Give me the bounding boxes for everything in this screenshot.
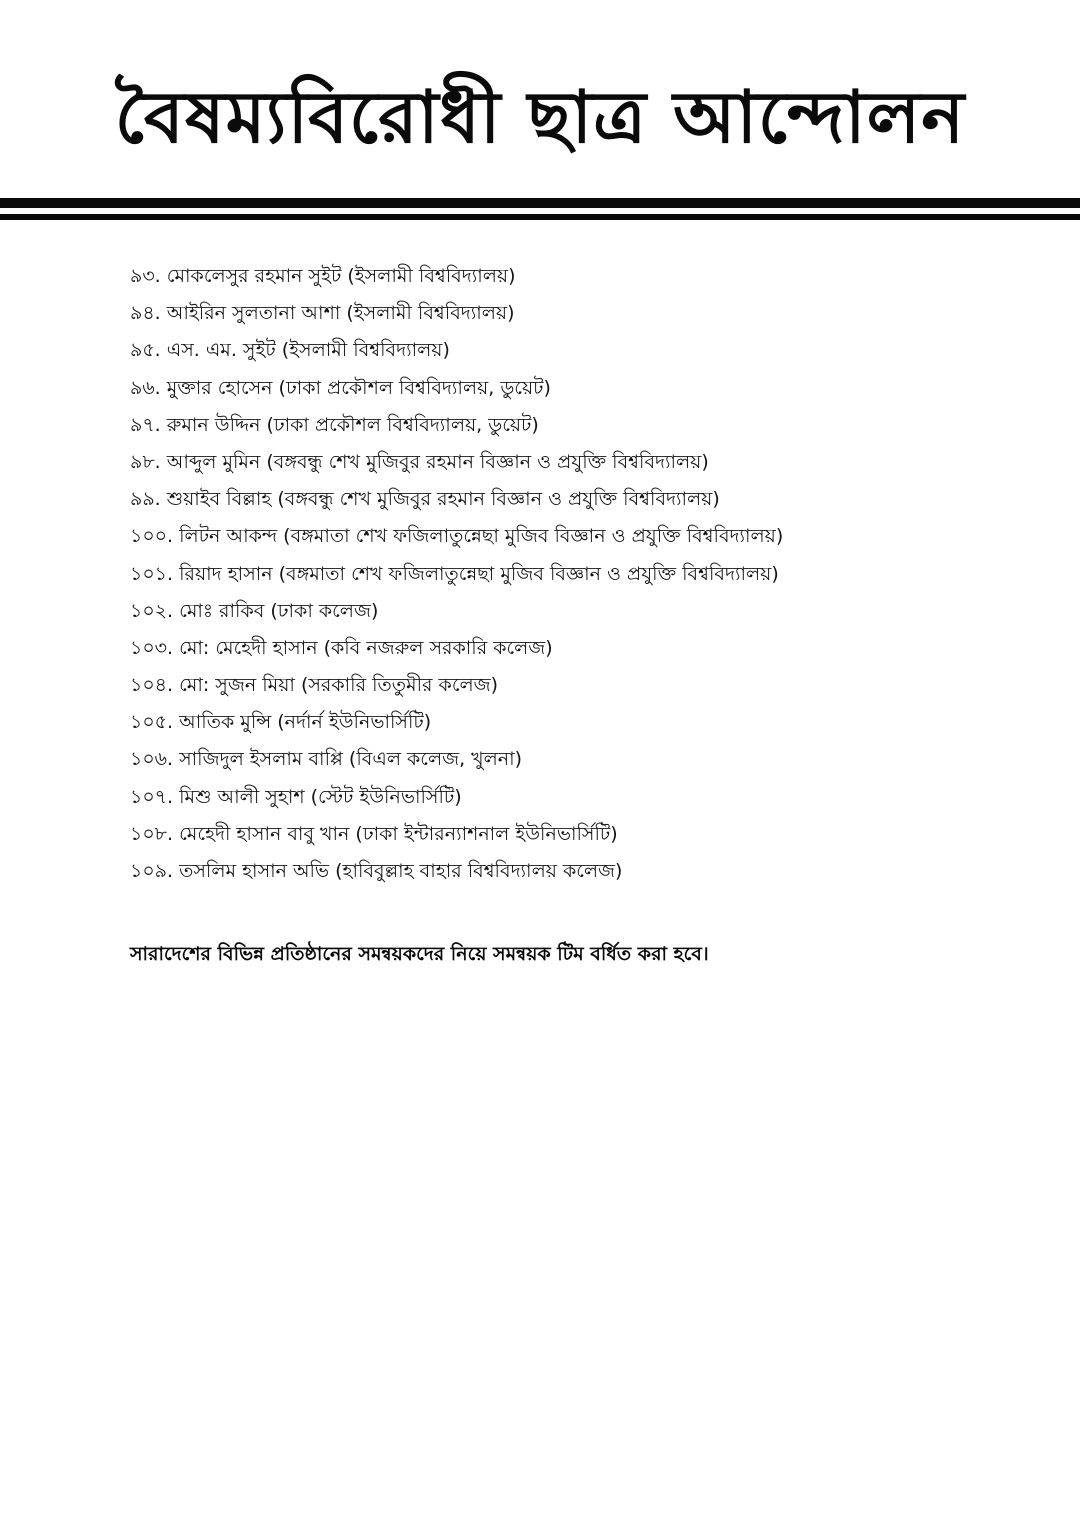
list-item: ৯৭. রুমান উদ্দিন (ঢাকা প্রকৌশল বিশ্ববিদ্যালয়, ডুয়েট) xyxy=(130,413,539,436)
document-title: বৈষম্যবিরোধী ছাত্র আন্দোলন xyxy=(114,75,966,159)
header-divider-thin xyxy=(0,214,1080,220)
list-item: ৯৩. মোকলেসুর রহমান সুইট (ইসলামী বিশ্ববিদ্যালয়) xyxy=(130,265,516,287)
list-item: ১০৫. আতিক মুন্সি (নর্দার্ন ইউনিভার্সিটি) xyxy=(130,711,432,734)
list-item: ১০৭. মিশু আলী সুহাশ (স্টেট ইউনিভার্সিটি) xyxy=(130,785,462,808)
list-item: ৯৬. মুক্তার হোসেন (ঢাকা প্রকৌশল বিশ্ববিদ্যালয়, ডুয়েট) xyxy=(130,376,551,399)
list-item: ৯৪. আইরিন সুলতানা আশা (ইসলামী বিশ্ববিদ্যালয়) xyxy=(130,302,515,325)
header-divider-thick xyxy=(0,198,1080,208)
list-item: ১০০. লিটন আকন্দ (বঙ্গমাতা শেখ ফজিলাতুন্নেছা মুজিব বিজ্ঞান ও প্রযুক্তি বিশ্ববিদ্যালয়) xyxy=(130,525,784,548)
list-item: ১০৪. মো: সুজন মিয়া (সরকারি তিতুমীর কলেজ) xyxy=(130,674,499,697)
document-header xyxy=(0,0,1080,196)
coordinator-list xyxy=(130,258,1030,890)
list-item: ১০৯. তসলিম হাসান অভি (হাবিবুল্লাহ বাহার বিশ্ববিদ্যালয় কলেজ) xyxy=(130,860,623,882)
list-item: ১০১. রিয়াদ হাসান (বঙ্গমাতা শেখ ফজিলাতুন্নেছা মুজিব বিজ্ঞান ও প্রযুক্তি বিশ্ববিদ্যালয়) xyxy=(130,562,779,585)
list-item: ১০৮. মেহেদী হাসান বাবু খান (ঢাকা ইন্টারন্যাশনাল ইউনিভার্সিটি) xyxy=(130,822,618,845)
list-item: ১০৩. মো: মেহেদী হাসান (কবি নজরুল সরকারি কলেজ) xyxy=(130,636,553,659)
list-item: ৯৫. এস. এম. সুইট (ইসলামী বিশ্ববিদ্যালয়) xyxy=(130,339,450,362)
list-item: ১০৬. সাজিদুল ইসলাম বাপ্পি (বিএল কলেজ, খুলনা) xyxy=(130,748,523,771)
list-item: ৯৯. শুয়াইব বিল্লাহ (বঙ্গবন্ধু শেখ মুজিবুর রহমান বিজ্ঞান ও প্রযুক্তি বিশ্ববিদ্যালয়) xyxy=(130,488,720,511)
footer-note: সারাদেশের বিভিন্ন প্রতিষ্ঠানের সমন্বয়কদের নিয়ে সমন্বয়ক টিম বর্ধিত করা হবে। xyxy=(130,943,709,965)
list-item: ১০২. মোঃ রাকিব (ঢাকা কলেজ) xyxy=(130,599,379,622)
list-item: ৯৮. আব্দুল মুমিন (বঙ্গবন্ধু শেখ মুজিবুর রহমান বিজ্ঞান ও প্রযুক্তি বিশ্ববিদ্যালয়) xyxy=(130,450,709,473)
